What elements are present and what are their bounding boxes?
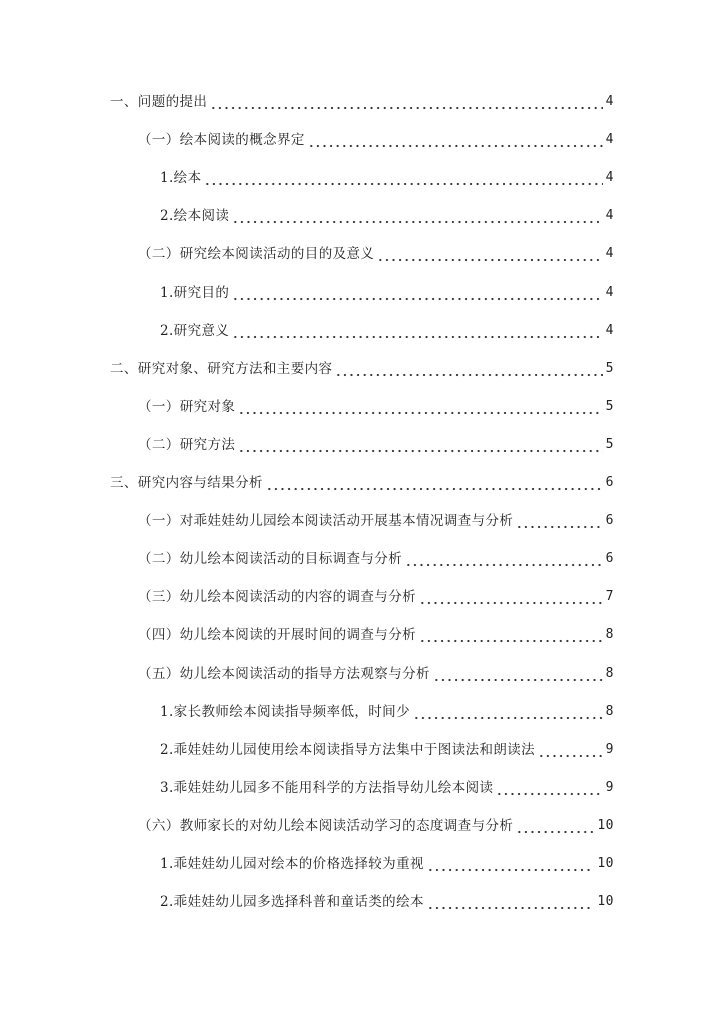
toc-entry-page-number: 6 [605, 475, 614, 490]
toc-entry[interactable] [160, 740, 614, 760]
toc-entry-title: （五）幼儿绘本阅读活动的指导方法观察与分析 [138, 665, 430, 682]
toc-entry[interactable] [138, 511, 614, 531]
toc-entry[interactable] [138, 435, 614, 455]
toc-dot-leader [427, 892, 594, 912]
toc-entry-title: 3.乖娃娃幼儿园多不能用科学的方法指导幼儿绘本阅读 [160, 779, 494, 796]
toc-entry-title: 一、问题的提出 [110, 94, 208, 110]
toc-entry-page-number: 10 [597, 817, 614, 833]
toc-entry[interactable] [110, 92, 614, 112]
toc-entry[interactable] [160, 206, 614, 226]
toc-entry[interactable] [138, 549, 614, 569]
toc-entry[interactable] [138, 816, 614, 836]
toc-entry-page-number: 8 [605, 703, 614, 719]
toc-entry[interactable] [110, 359, 614, 379]
toc-entry-title: （四）幼儿绘本阅读的开展时间的调查与分析 [138, 627, 416, 644]
toc-dot-leader [516, 511, 602, 531]
toc-entry-page-number: 5 [605, 398, 614, 414]
toc-entry-title: 2.研究意义 [160, 322, 230, 339]
toc-entry-title: 1.乖娃娃幼儿园对绘本的价格选择较为重视 [160, 856, 424, 872]
toc-entry[interactable] [160, 778, 614, 798]
toc-entry-page-number: 9 [605, 779, 614, 795]
toc-entry-title: （一）对乖娃娃幼儿园绘本阅读活动开展基本情况调查与分析 [138, 513, 514, 530]
toc-entry[interactable] [138, 587, 614, 607]
toc-entry-page-number: 7 [605, 589, 614, 605]
toc-entry-page-number: 4 [605, 132, 614, 148]
toc-dot-leader [232, 321, 602, 341]
toc-dot-leader [419, 587, 603, 607]
toc-entry-title: 1.研究目的 [160, 284, 230, 301]
toc-entry-page-number: 4 [605, 170, 614, 186]
toc-dot-leader [335, 359, 602, 379]
toc-entry-title: 2.乖娃娃幼儿园多选择科普和童话类的绘本 [160, 894, 424, 911]
toc-dot-leader [377, 244, 602, 264]
toc-entry[interactable] [138, 130, 614, 150]
toc-entry-page-number: 5 [605, 436, 614, 452]
toc-entry-title: （二）研究绘本阅读活动的目的及意义 [138, 246, 375, 263]
toc-dot-leader [266, 473, 603, 493]
toc-dot-leader [238, 397, 602, 417]
toc-entry[interactable] [160, 168, 614, 188]
toc-entry[interactable] [160, 283, 614, 303]
toc-entry-page-number: 8 [605, 627, 614, 643]
toc-entry-page-number: 4 [605, 94, 614, 109]
toc-entry-title: （一）研究对象 [138, 398, 236, 415]
toc-entry[interactable] [138, 244, 614, 264]
toc-entry-page-number: 9 [605, 741, 614, 757]
toc-entry-page-number: 6 [605, 551, 614, 567]
toc-dot-leader [210, 92, 602, 112]
toc-dot-leader [496, 778, 602, 798]
toc-dot-leader [427, 854, 594, 874]
toc-dot-leader [433, 664, 603, 684]
toc-entry-title: （六）教师家长的对幼儿绘本阅读活动学习的态度调查与分析 [138, 817, 514, 834]
toc-dot-leader [204, 168, 602, 188]
toc-entry-page-number: 10 [597, 856, 614, 871]
toc-entry[interactable] [160, 854, 614, 874]
toc-entry-page-number: 4 [605, 246, 614, 262]
toc-entry-title: 2.乖娃娃幼儿园使用绘本阅读指导方法集中于图读法和朗读法 [160, 741, 536, 758]
toc-entry-title: 2.绘本阅读 [160, 208, 230, 225]
toc-dot-leader [238, 435, 602, 455]
toc-entry-page-number: 4 [605, 208, 614, 224]
toc-entry-title: 1.家长教师绘本阅读指导频率低，时间少 [160, 703, 410, 720]
toc-entry[interactable] [138, 625, 614, 645]
toc-entry-page-number: 8 [605, 665, 614, 681]
toc-dot-leader [405, 549, 603, 569]
toc-entry[interactable] [138, 397, 614, 417]
toc-entry-title: （三）幼儿绘本阅读活动的内容的调查与分析 [138, 589, 416, 606]
toc-entry[interactable] [160, 892, 614, 912]
toc-dot-leader [516, 816, 594, 836]
toc-entry-page-number: 4 [605, 322, 614, 338]
toc-dot-leader [232, 283, 602, 303]
toc-entry[interactable] [110, 473, 614, 493]
toc-dot-leader [308, 130, 603, 150]
toc-dot-leader [538, 740, 603, 760]
toc-entry-title: 三、研究内容与结果分析 [110, 475, 263, 491]
toc-entry-page-number: 4 [605, 284, 614, 300]
toc-entry-title: （二）幼儿绘本阅读活动的目标调查与分析 [138, 551, 403, 568]
toc-entry-page-number: 5 [605, 360, 614, 376]
toc-entry-title: （二）研究方法 [138, 436, 236, 453]
toc-entry[interactable] [160, 321, 614, 341]
toc-entry[interactable] [138, 664, 614, 684]
toc-entry-page-number: 6 [605, 513, 614, 529]
toc-entry[interactable] [160, 702, 614, 722]
toc-entry-title: （一）绘本阅读的概念界定 [138, 132, 305, 149]
toc-entry-title: 1.绘本 [160, 170, 202, 187]
toc-entry-page-number: 10 [597, 894, 614, 910]
toc-dot-leader [419, 625, 603, 645]
toc-dot-leader [413, 702, 603, 722]
toc-entry-title: 二、研究对象、研究方法和主要内容 [110, 360, 333, 377]
toc-dot-leader [232, 206, 602, 226]
